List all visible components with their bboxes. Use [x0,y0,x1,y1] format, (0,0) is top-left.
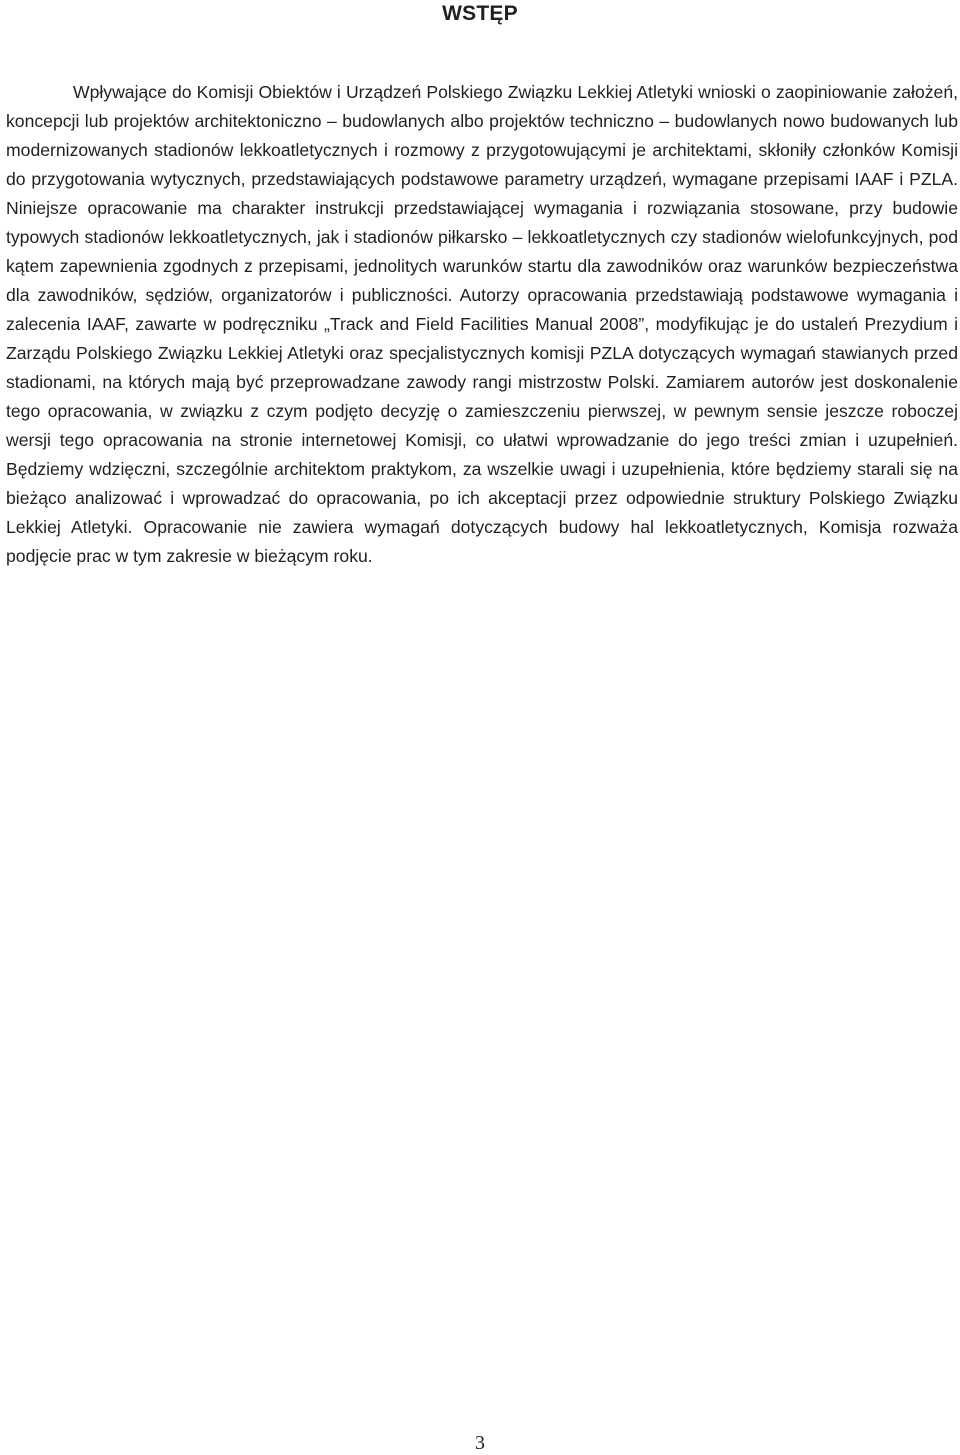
page-title: WSTĘP [442,2,518,25]
paragraph-text: Wpływające do Komisji Obiektów i Urządzeń Polskiego Związku Lekkiej Atletyki wnioski o zaopiniowanie założeń, koncepcji lub projektów architektoniczno – budowlanych albo projektów techniczno – budowlanych nowo budowanych lub modernizowanych stadionów lekkoatletycznych i rozmowy z przygotowującymi je architektami, skłoniły członków Komisji do przygotowania wytycznych, przedstawiających podstawowe parametry urządzeń, wymagane przepisami IAAF i PZLA. Niniejsze opracowanie ma charakter instrukcji przedstawiającej wymagania i rozwiązania stosowane, przy budowie typowych stadionów lekkoatletycznych, jak i stadionów piłkarsko – lekkoatletycznych czy stadionów wielofunkcyjnych, pod kątem zapewnienia zgodnych z przepisami, jednolitych warunków startu dla zawodników oraz warunków bezpieczeństwa dla zawodników, sędziów, organizatorów i publiczności. Autorzy opracowania przedstawiają podstawowe wymagania i zalecenia IAAF, zawarte w podręczniku „Track and Field Facilities Manual 2008”, modyfikując je do ustaleń Prezydium i Zarządu Polskiego Związku Lekkiej Atletyki oraz specjalistycznych komisji PZLA dotyczących wymagań stawianych przed stadionami, na których mają być przeprowadzane zawody rangi mistrzostw Polski. Zamiarem autorów jest doskonalenie tego opracowania, w związku z czym podjęto decyzję o zamieszczeniu pierwszej, w pewnym sensie jeszcze roboczej wersji tego opracowania na stronie internetowej Komisji, co ułatwi wprowadzanie do jego treści zmian i uzupełnień. Będziemy wdzięczni, szczególnie architektom praktykom, za wszelkie uwagi i uzupełnienia, które będziemy starali się na bieżąco analizować i wprowadzać do opracowania, po ich akceptacji przez odpowiednie struktury Polskiego Związku Lekkiej Atletyki. Opracowanie nie zawiera wymagań dotyczących budowy hal lekkoatletycznych, Komisja rozważa podjęcie prac w tym zakresie w bieżącym roku. [6,81,958,566]
intro-paragraph [6,78,958,571]
page-number: 3 [475,1432,485,1454]
